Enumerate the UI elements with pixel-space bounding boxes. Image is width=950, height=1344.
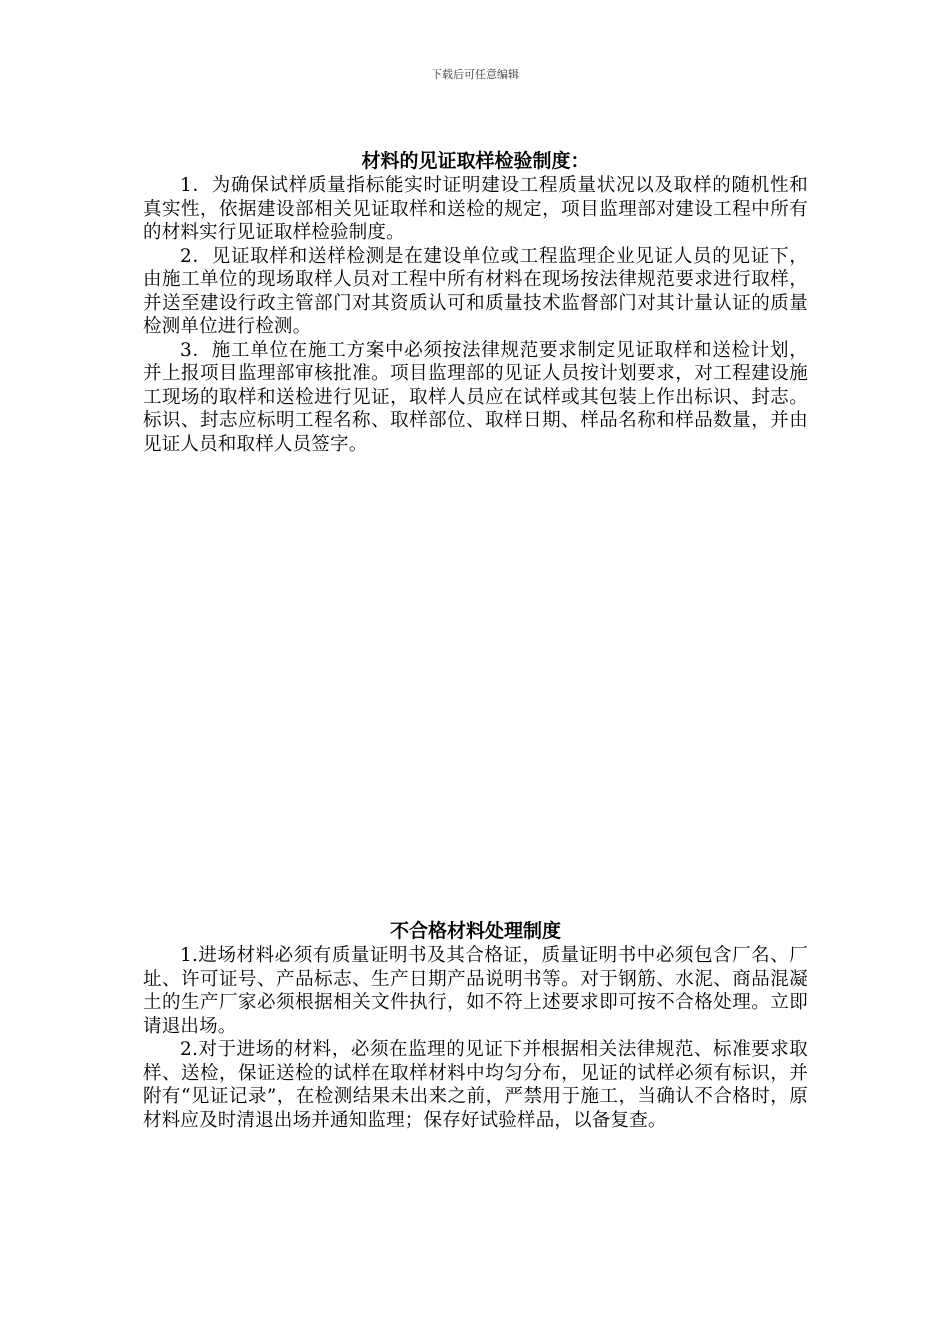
paragraph-1: 1.进场材料必须有质量证明书及其合格证，质量证明书中必须包含厂名、厂址、许可证号、产品标志、生产日期产品说明书等。对于钢筋、水泥、商品混凝土的生产厂家必须根据相关文件执行，如不符上述要求即可按不合格处理。立即请退出场。 — [143, 945, 808, 1037]
section-title: 不合格材料处理制度 — [389, 920, 561, 942]
paragraph-3: 3．施工单位在施工方案中必须按法律规范要求制定见证取样和送检计划，并上报项目监理部审核批准。项目监理部的见证人员按计划要求，对工程建设施工现场的取样和送检进行见证，取样人员应在试样或其包装上作出标识、封志。标识、封志应标明工程名称、取样部位、取样日期、样品名称和样品数量，并由见证人员和取样人员签字。 — [143, 339, 808, 455]
paragraph-1: 1．为确保试样质量指标能实时证明建设工程质量状况以及取样的随机性和真实性，依据建设部相关见证取样和送检的规定，项目监理部对建设工程中所有的材料实行见证取样检验制度。 — [143, 175, 808, 243]
section-nonconforming-material — [143, 918, 808, 1132]
section-title: 材料的见证取样检验制度： — [361, 150, 590, 172]
section-material-witness-sampling — [143, 148, 808, 456]
page-header-note: 下载后可任意编辑 — [431, 68, 519, 81]
paragraph-2: 2.对于进场的材料，必须在监理的见证下并根据相关法律规范、标准要求取样、送检，保证送检的试样在取样材料中均匀分布，见证的试样必须有标识，并附有“见证记录”，在检测结果未出来之前，严禁用于施工，当确认不合格时，原材料应及时清退出场并通知监理；保存好试验样品，以备复查。 — [143, 1039, 808, 1131]
paragraph-2: 2．见证取样和送样检测是在建设单位或工程监理企业见证人员的见证下，由施工单位的现场取样人员对工程中所有材料在现场按法律规范要求进行取样，并送至建设行政主管部门对其资质认可和质量技术监督部门对其计量认证的质量检测单位进行检测。 — [143, 245, 808, 337]
